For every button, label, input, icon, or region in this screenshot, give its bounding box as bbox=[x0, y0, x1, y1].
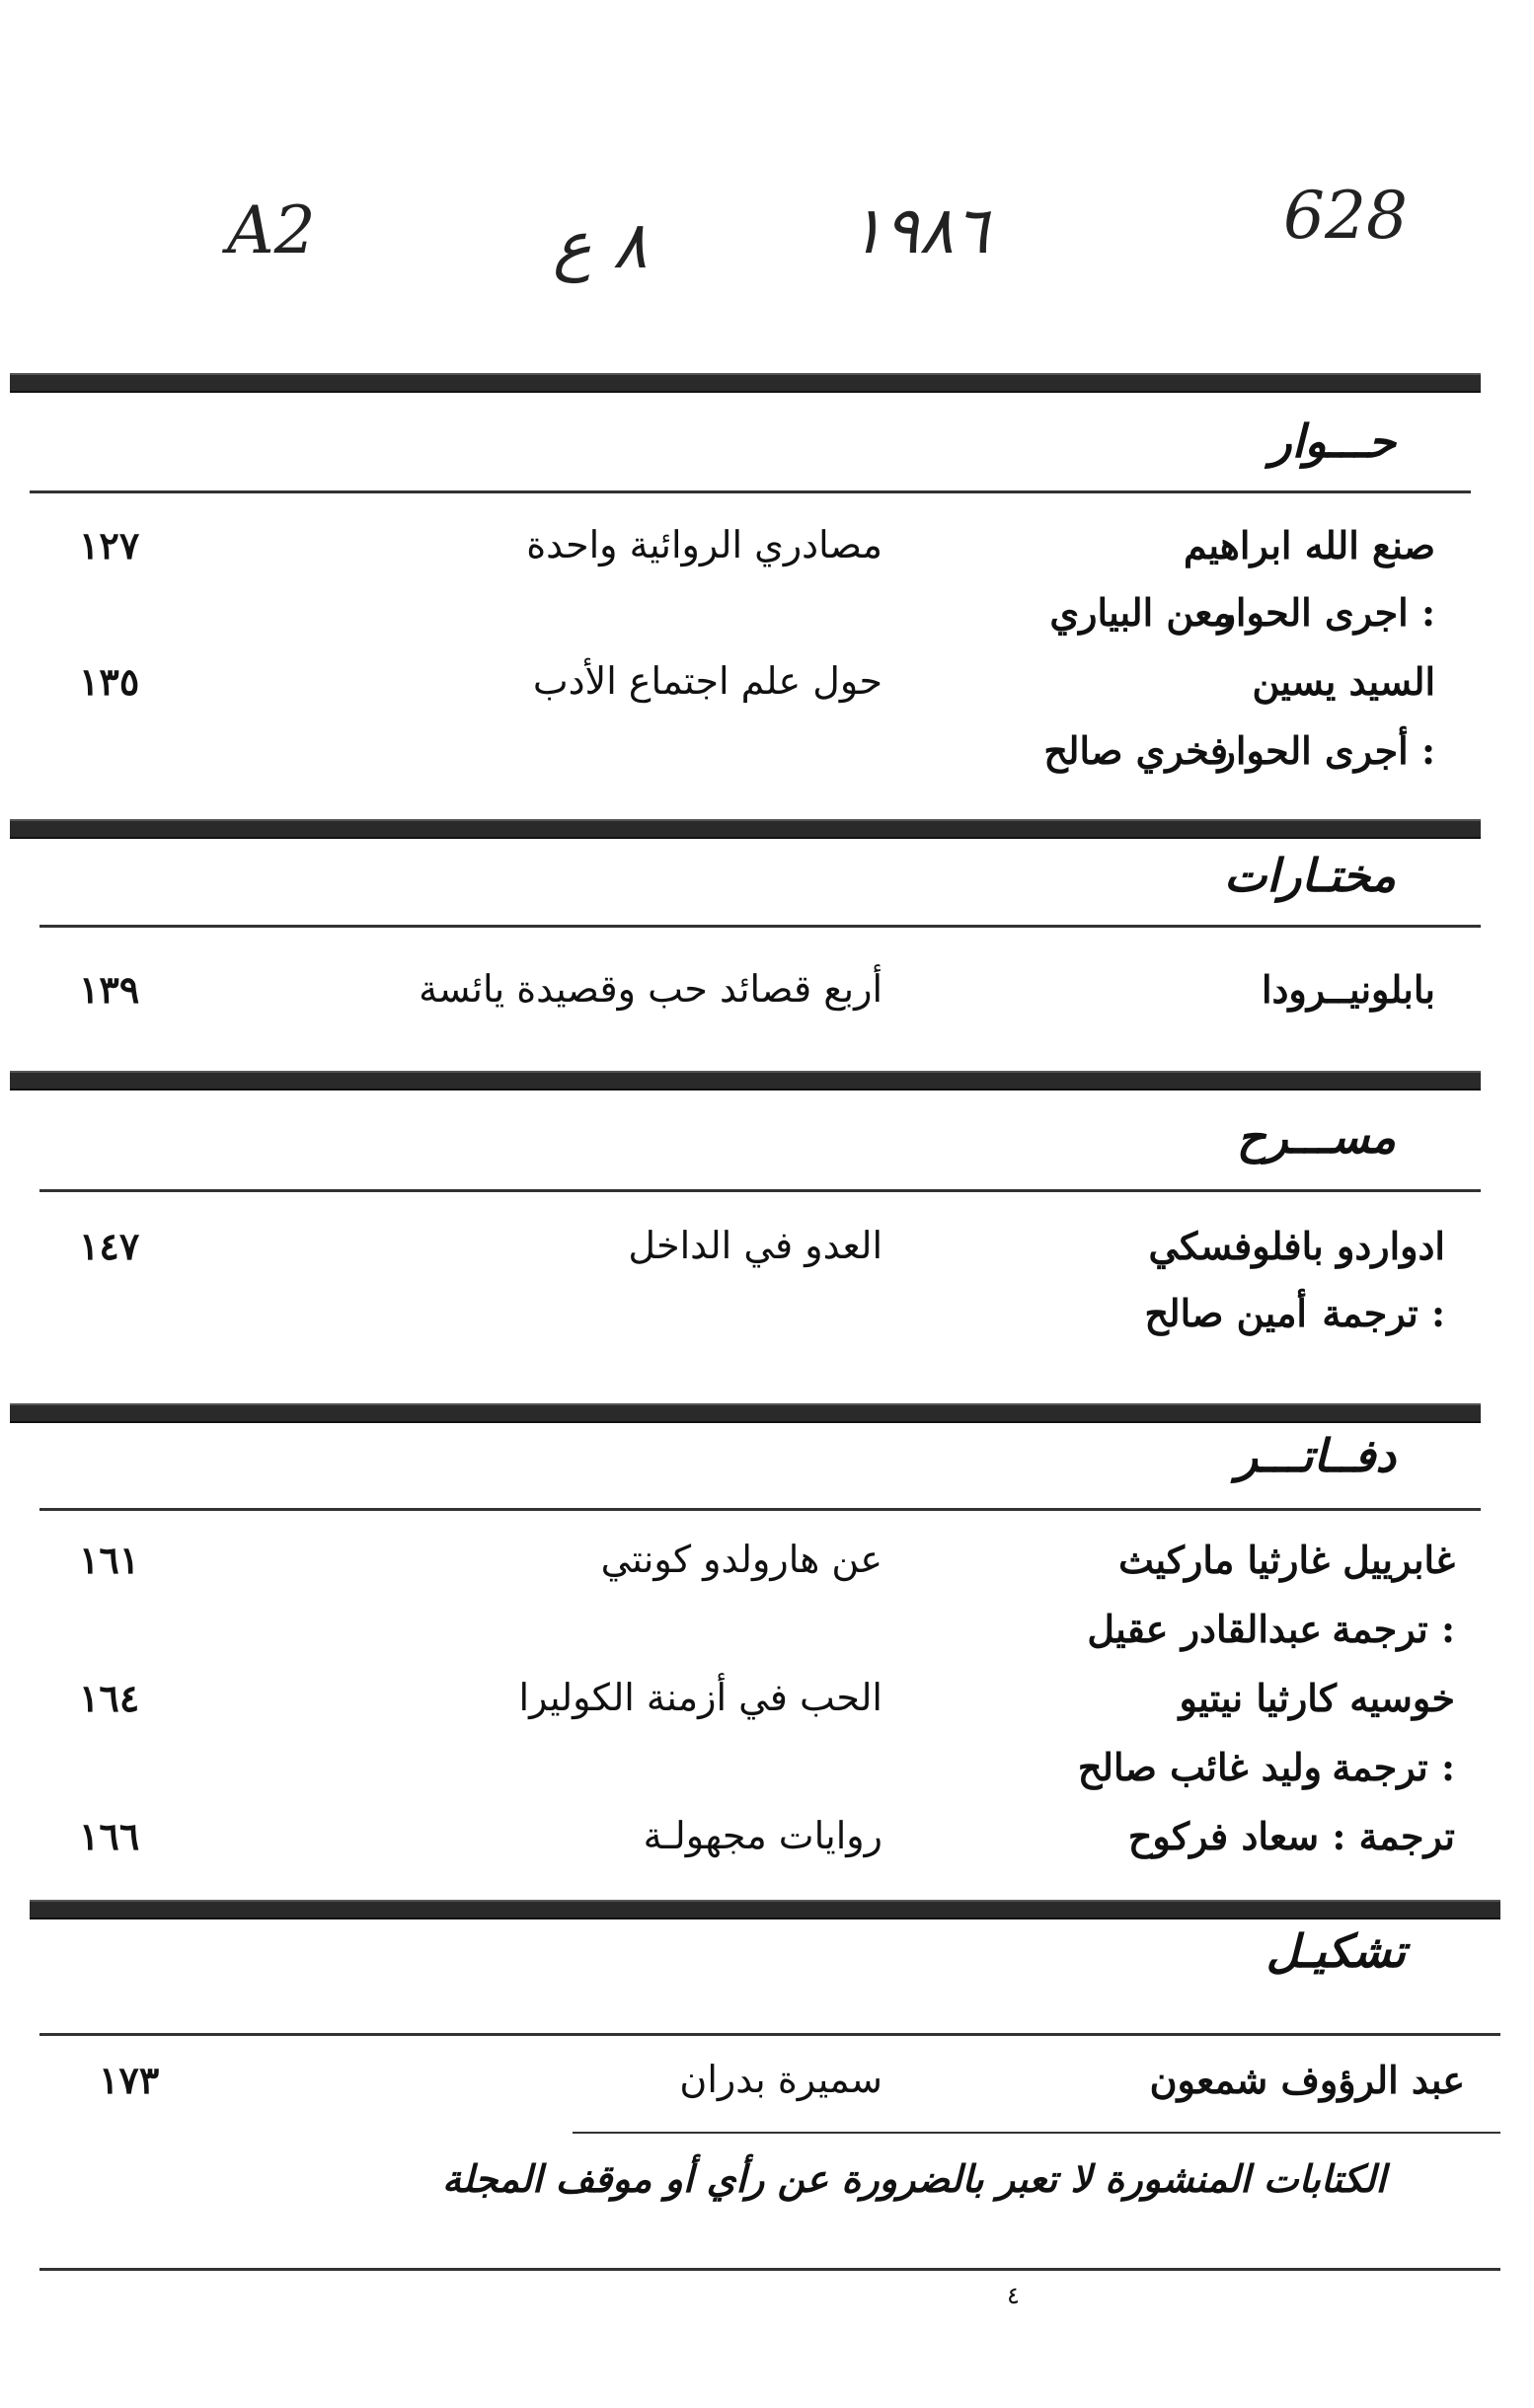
entry-author: عبد الرؤوف شمعون bbox=[1149, 2058, 1465, 2102]
toc-entry[interactable] bbox=[59, 2058, 1465, 2117]
toc-entry-credit bbox=[59, 1745, 1455, 1804]
entry-page: ١٣٩ bbox=[79, 967, 140, 1012]
bottom-rule bbox=[39, 2268, 1500, 2271]
divider bbox=[39, 2033, 1500, 2036]
section-rule bbox=[10, 1071, 1481, 1091]
credit-name: أمين صالح bbox=[1144, 1291, 1307, 1335]
handwritten-year: ١٩٨٦ bbox=[849, 192, 989, 268]
section-rule bbox=[10, 819, 1481, 839]
section-title-masrah: مســـرح bbox=[1236, 1110, 1396, 1164]
entry-author: خوسيه كارثيا نيتيو bbox=[1179, 1676, 1455, 1720]
entry-page: ١٦٤ bbox=[79, 1676, 140, 1720]
section-rule bbox=[10, 1403, 1481, 1423]
toc-entry[interactable] bbox=[59, 1676, 1455, 1735]
page-footer-mark: ٤ bbox=[1007, 2282, 1020, 2309]
handwritten-a2: A2 bbox=[227, 192, 316, 268]
credit-label: ترجمة : bbox=[1332, 1607, 1455, 1651]
section-title-hiwar: حـــوار bbox=[1269, 414, 1396, 468]
entry-author: السيد يسين bbox=[1252, 659, 1435, 704]
entry-author: ادواردو بافلوفسكي bbox=[1148, 1224, 1445, 1268]
entry-author: صنع الله ابراهيم bbox=[1184, 523, 1435, 567]
entry-page: ١٦٦ bbox=[79, 1814, 140, 1858]
handwritten-number: 628 bbox=[1283, 178, 1408, 254]
credit-name: وليد غائب صالح bbox=[1077, 1745, 1322, 1789]
entry-title: روايات مجهولـة bbox=[643, 1814, 882, 1857]
disclaimer: الكتابات المنشورة لا تعبر بالضرورة عن رأي أو موقف المجلة bbox=[441, 2156, 1386, 2201]
credit-name: عبدالقادر عقيل bbox=[1087, 1607, 1322, 1651]
entry-title: أربع قصائد حب وقصيدة يائسة bbox=[419, 967, 882, 1011]
toc-entry-credit bbox=[59, 1291, 1445, 1350]
entry-author: بابلونيــرودا bbox=[1261, 967, 1435, 1012]
section-title-mukhtarat: مختـارات bbox=[1223, 849, 1396, 902]
toc-entry-credit bbox=[59, 1607, 1455, 1666]
toc-entry[interactable] bbox=[59, 1814, 1455, 1873]
toc-entry[interactable] bbox=[59, 523, 1435, 582]
divider bbox=[39, 925, 1481, 928]
section-rule bbox=[10, 373, 1481, 393]
toc-entry-credit bbox=[59, 728, 1435, 788]
entry-title: العدو في الداخل bbox=[628, 1224, 882, 1267]
entry-page: ١٦١ bbox=[79, 1538, 140, 1582]
divider bbox=[39, 1189, 1481, 1192]
credit-label: ترجمة : bbox=[1322, 1291, 1445, 1335]
section-title-tashkil: تشكيـل bbox=[1266, 1924, 1406, 1978]
entry-title: الحب في أزمنة الكوليرا bbox=[518, 1676, 882, 1719]
entry-page: ١٣٥ bbox=[79, 659, 140, 704]
entry-title: مصادري الروائية واحدة bbox=[526, 523, 882, 566]
divider bbox=[39, 1508, 1481, 1511]
section-title-dafatir: دفــاتـــر bbox=[1235, 1429, 1396, 1482]
entry-title: عن هارولدو كونتي bbox=[600, 1538, 882, 1581]
entry-author: ترجمة : سعاد فركوح bbox=[1127, 1814, 1455, 1858]
entry-author: غابرييل غارثيا ماركيث bbox=[1118, 1538, 1455, 1582]
entry-title: حول علم اجتماع الأدب bbox=[532, 659, 882, 703]
toc-entry[interactable] bbox=[59, 967, 1435, 1026]
credit-label: اجرى الحوار : bbox=[1217, 590, 1435, 635]
section-rule bbox=[30, 1900, 1500, 1919]
entry-title: سميرة بدران bbox=[679, 2058, 882, 2101]
divider bbox=[573, 2132, 1500, 2134]
toc-entry-credit bbox=[59, 590, 1435, 649]
entry-page: ١٤٧ bbox=[79, 1224, 140, 1268]
credit-name: معن البياري bbox=[1049, 590, 1233, 635]
toc-entry[interactable] bbox=[59, 659, 1435, 718]
divider bbox=[30, 490, 1471, 493]
credit-label: أجرى الحوار : bbox=[1217, 728, 1435, 773]
toc-entry[interactable] bbox=[59, 1538, 1455, 1597]
credit-name: فخري صالح bbox=[1043, 728, 1228, 773]
toc-entry[interactable] bbox=[59, 1224, 1445, 1283]
handwritten-issue: ٨ ع bbox=[553, 207, 648, 283]
entry-page: ١٢٧ bbox=[79, 523, 140, 567]
entry-page: ١٧٣ bbox=[99, 2058, 160, 2102]
credit-label: ترجمة : bbox=[1332, 1745, 1455, 1789]
